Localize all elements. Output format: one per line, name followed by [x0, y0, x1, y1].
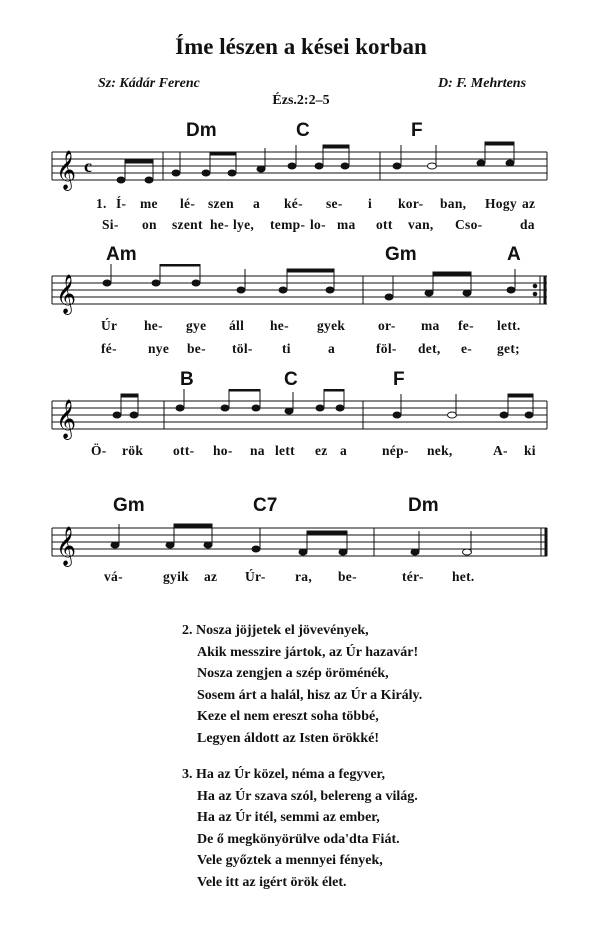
note [525, 412, 533, 418]
chord: Dm [408, 495, 439, 516]
treble-clef-icon: 𝄞 [56, 399, 77, 439]
verse-line: Vele győztek a mennyei fények, [197, 853, 383, 868]
composer-credit: D: F. Mehrtens [438, 76, 527, 91]
note [103, 280, 111, 286]
note [339, 549, 347, 555]
chord: B [180, 369, 194, 390]
verse-line: 2. Nosza jöjjetek el jövevények, [182, 623, 369, 638]
verse-3 [182, 764, 418, 893]
note [279, 287, 287, 293]
verse-line: Nosza zengjen a szép öröménék, [197, 666, 389, 681]
verse-line: Legyen áldott az Isten örökké! [197, 730, 379, 746]
chord: C7 [253, 495, 278, 516]
note [113, 412, 121, 418]
note [507, 287, 515, 293]
note [237, 287, 245, 293]
note [152, 280, 160, 286]
note [130, 412, 138, 418]
staff-system-2 [0, 264, 602, 324]
note [425, 290, 433, 296]
staff-system-3 [0, 389, 602, 449]
note [336, 405, 344, 411]
note [463, 290, 471, 296]
note [393, 163, 401, 169]
repeat-dot [533, 292, 537, 296]
note [221, 405, 229, 411]
chord: C [284, 369, 298, 390]
verse-line: Vele itt az igért örök élet. [197, 874, 347, 890]
song-title: Íme lészen a kései korban [175, 34, 427, 59]
verse-line: Akik messzire jártok, az Úr hazavár! [197, 644, 419, 660]
note [204, 542, 212, 548]
note [111, 542, 119, 548]
note [228, 170, 236, 176]
note [252, 405, 260, 411]
note [385, 294, 393, 300]
chord: Am [106, 244, 137, 265]
note [411, 549, 419, 555]
note [299, 549, 307, 555]
treble-clef-icon: 𝄞 [56, 274, 77, 314]
note [166, 542, 174, 548]
note [326, 287, 334, 293]
common-time-icon: c [84, 156, 92, 176]
verse-line: De ő megkönyörülve oda'dta Fiát. [197, 831, 400, 847]
note [428, 163, 437, 169]
note [341, 163, 349, 169]
note [463, 549, 472, 555]
note [285, 408, 293, 414]
note [257, 166, 265, 172]
note [202, 170, 210, 176]
note [506, 160, 514, 166]
note [145, 177, 153, 183]
repeat-dot [533, 284, 537, 288]
chord: C [296, 120, 310, 141]
note [316, 405, 324, 411]
chord: F [393, 369, 405, 390]
note [477, 160, 485, 166]
treble-clef-icon: 𝄞 [56, 150, 77, 190]
scripture-reference: Ézs.2:2–5 [272, 93, 330, 108]
treble-clef-icon: 𝄞 [56, 526, 77, 566]
note [288, 163, 296, 169]
note [315, 163, 323, 169]
note [393, 412, 401, 418]
note [448, 412, 457, 418]
verse-line: Ha az Úr itél, semmi az ember, [197, 810, 380, 825]
chord: Dm [186, 120, 217, 141]
verse-2 [182, 620, 422, 749]
note [176, 405, 184, 411]
note [192, 280, 200, 286]
note [117, 177, 125, 183]
chord: Gm [113, 495, 145, 516]
lyricist-credit: Sz: Kádár Ferenc [98, 76, 200, 91]
staff-system-1 [0, 140, 602, 200]
chord: A [507, 244, 521, 265]
staff-system-4 [0, 516, 602, 576]
verse-line: Keze el nem ereszt soha többé, [197, 709, 379, 724]
chord: F [411, 120, 423, 141]
note [500, 412, 508, 418]
chord: Gm [385, 244, 417, 265]
note [252, 546, 260, 552]
note [172, 170, 180, 176]
verse-line: Sosem árt a halál, hisz az Úr a Király. [197, 687, 423, 703]
verse-line: 3. Ha az Úr közel, néma a fegyver, [182, 767, 385, 782]
verse-line: Ha az Úr szava szól, belereng a világ. [197, 788, 418, 804]
